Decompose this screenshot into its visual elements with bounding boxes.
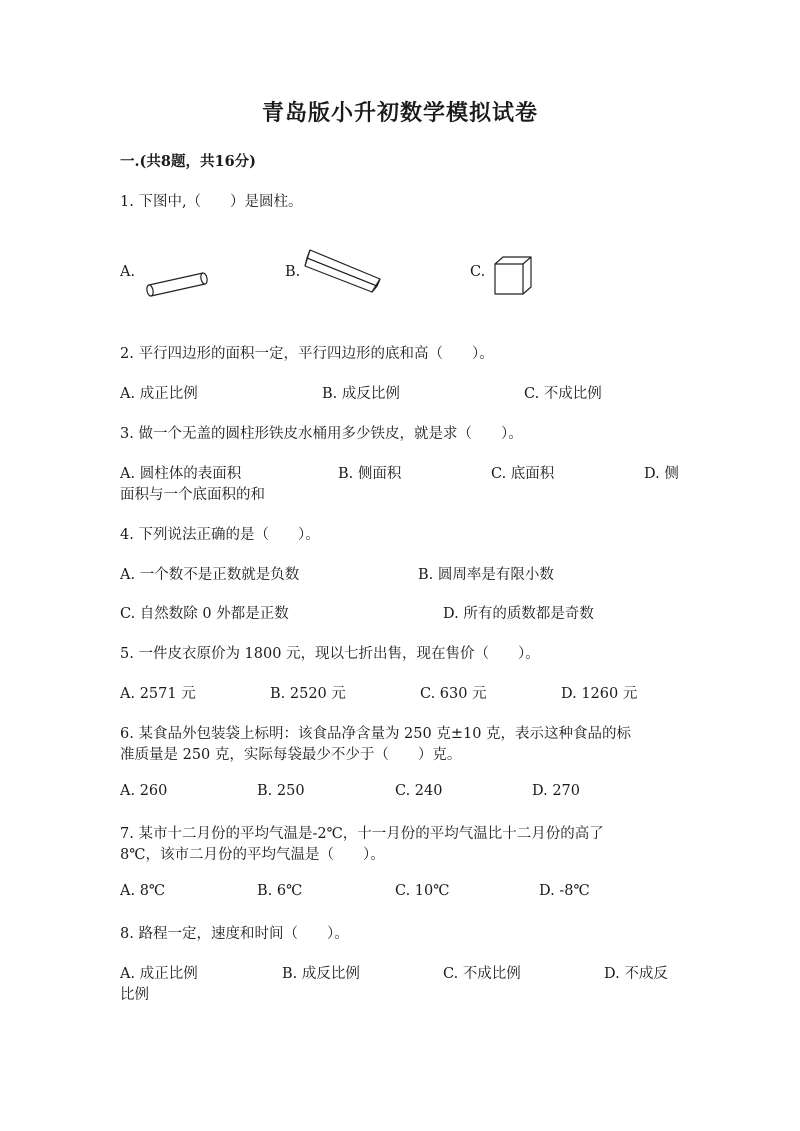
question-3-option-d-continued: 面积与一个底面积的和	[120, 487, 265, 503]
question-3-stem: 3. 做一个无盖的圆柱形铁皮水桶用多少铁皮，就是求（ ）。	[120, 426, 523, 442]
question-8-option-d-continued: 比例	[120, 987, 149, 1003]
question-6-stem: 6. 某食品外包装袋上标明：该食品净含量为 250 克±10 克，表示这种食品的标	[120, 726, 632, 742]
question-1-option-a[interactable]: A.	[120, 264, 136, 280]
question-6-option-b[interactable]: B. 250	[257, 783, 305, 799]
question-2-option-b[interactable]: B. 成反比例	[322, 386, 400, 402]
question-6-stem-continued: 准质量是 250 克，实际每袋最少不少于（ ）克。	[120, 747, 462, 763]
question-1-option-b[interactable]: B.	[285, 264, 301, 280]
question-1-stem: 1. 下图中,（ ）是圆柱。	[120, 194, 303, 210]
question-4-stem: 4. 下列说法正确的是（ ）。	[120, 527, 320, 543]
question-2-stem: 2. 平行四边形的面积一定，平行四边形的底和高（ ）。	[120, 346, 494, 362]
question-5-option-b[interactable]: B. 2520 元	[270, 686, 346, 702]
cylinder-icon	[143, 270, 211, 300]
question-5-option-c[interactable]: C. 630 元	[420, 686, 487, 702]
triangular-prism-icon	[300, 246, 386, 296]
question-3-option-a[interactable]: A. 圆柱体的表面积	[120, 466, 242, 482]
question-4-option-d[interactable]: D. 所有的质数都是奇数	[443, 606, 594, 622]
question-1-option-c[interactable]: C.	[470, 264, 486, 280]
question-7-option-a[interactable]: A. 8℃	[120, 883, 166, 899]
question-4-option-c[interactable]: C. 自然数除 0 外都是正数	[120, 606, 289, 622]
question-3-option-d[interactable]: D. 侧	[644, 466, 679, 482]
question-2-option-c[interactable]: C. 不成比例	[524, 386, 602, 402]
question-8-option-a[interactable]: A. 成正比例	[120, 966, 198, 982]
question-8-option-d[interactable]: D. 不成反	[604, 966, 668, 982]
question-7-stem-continued: 8℃，该市二月份的平均气温是（ ）。	[120, 847, 385, 863]
question-8-stem: 8. 路程一定，速度和时间（ ）。	[120, 926, 349, 942]
section-heading: 一.(共8题，共16分)	[120, 153, 257, 170]
question-8-option-b[interactable]: B. 成反比例	[282, 966, 360, 982]
question-8-option-c[interactable]: C. 不成比例	[443, 966, 521, 982]
question-5-stem: 5. 一件皮衣原价为 1800 元，现以七折出售，现在售价（ ）。	[120, 646, 540, 662]
question-6-option-c[interactable]: C. 240	[395, 783, 443, 799]
question-7-stem: 7. 某市十二月份的平均气温是-2℃，十一月份的平均气温比十二月份的高了	[120, 826, 604, 842]
question-4-option-a[interactable]: A. 一个数不是正数就是负数	[120, 567, 300, 583]
question-3-option-b[interactable]: B. 侧面积	[338, 466, 402, 482]
question-2-option-a[interactable]: A. 成正比例	[120, 386, 198, 402]
question-5-option-a[interactable]: A. 2571 元	[120, 686, 196, 702]
question-7-option-d[interactable]: D. -8℃	[539, 883, 590, 899]
question-7-option-c[interactable]: C. 10℃	[395, 883, 450, 899]
exam-title: 青岛版小升初数学模拟试卷	[261, 100, 538, 126]
question-6-option-d[interactable]: D. 270	[532, 783, 581, 799]
question-7-option-b[interactable]: B. 6℃	[257, 883, 303, 899]
question-3-option-c[interactable]: C. 底面积	[491, 466, 555, 482]
question-4-option-b[interactable]: B. 圆周率是有限小数	[418, 567, 554, 583]
question-5-option-d[interactable]: D. 1260 元	[561, 686, 638, 702]
cube-icon	[492, 254, 534, 296]
question-6-option-a[interactable]: A. 260	[120, 783, 168, 799]
